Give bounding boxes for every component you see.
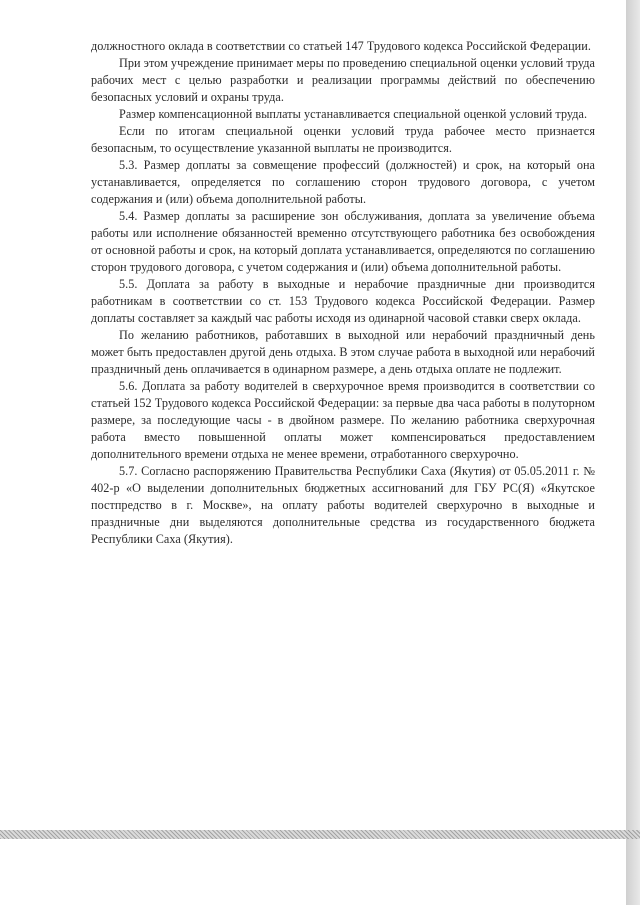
- paragraph-5-6: 5.6. Доплата за работу водителей в сверхурочное время производится в соответствии со статьей 152 Трудового кодекса Российской Федерации: за первые два часа работы в полуторном размере, за последующие часы - в двойном размере. По желанию работника сверхурочная работа вместо повышенной оплаты может компенсироваться предоставлением дополнительного времени отдыха не менее времени, отработанного сверхурочно.: [91, 379, 595, 461]
- paragraph-special-assessment: При этом учреждение принимает меры по проведению специальной оценки условий труда рабочих мест с целью разработки и реализации программы действий по обеспечению безопасных условий и охраны труда.: [91, 56, 595, 104]
- paragraph-5-5: 5.5. Доплата за работу в выходные и нерабочие праздничные дни производится работникам в соответствии со ст. 153 Трудового кодекса Российской Федерации. Размер доплаты составляет за каждый час работы исходя из одинарной часовой ставки сверх оклада.: [91, 277, 595, 325]
- paragraph-safe-workplace: Если по итогам специальной оценки условий труда рабочее место признается безопасным, то осуществление указанной выплаты не производится.: [91, 124, 595, 155]
- paragraph-continuation: должностного оклада в соответствии со статьей 147 Трудового кодекса Российской Федерации.: [91, 39, 591, 53]
- scan-edge: [626, 0, 640, 905]
- paragraph-compensation-size: Размер компенсационной выплаты устанавливается специальной оценкой условий труда.: [119, 107, 588, 121]
- document-body: [91, 38, 595, 548]
- paragraph-5-4: 5.4. Размер доплаты за расширение зон обслуживания, доплата за увеличение объема работы или исполнение обязанностей временно отсутствующего работника без освобождения от основной работы и срок, на который доплата устанавливается, определяются по соглашению сторон трудового договора, с учетом содержания и (или) объема дополнительной работы.: [91, 209, 595, 274]
- paragraph-day-off: По желанию работников, работавших в выходной или нерабочий праздничный день может быть предоставлен другой день отдыха. В этом случае работа в выходной или нерабочий праздничный день оплачивается в одинарном размере, а день отдыха оплате не подлежит.: [91, 328, 595, 376]
- paragraph-5-3: 5.3. Размер доплаты за совмещение профессий (должностей) и срок, на который она устанавливается, определяется по соглашению сторон трудового договора, с учетом содержания и (или) объема дополнительной работы.: [91, 158, 595, 206]
- scan-artifact-band: [0, 830, 640, 839]
- paragraph-5-7: 5.7. Согласно распоряжению Правительства Республики Саха (Якутия) от 05.05.2011 г. № 402-р «О выделении дополнительных бюджетных ассигнований для ГБУ РС(Я) «Якутское постпредство в г. Москве», на оплату работы водителей сверхурочно в выходные и праздничные дни выделяются дополнительные средства из государственного бюджета Республики Саха (Якутия).: [91, 464, 595, 546]
